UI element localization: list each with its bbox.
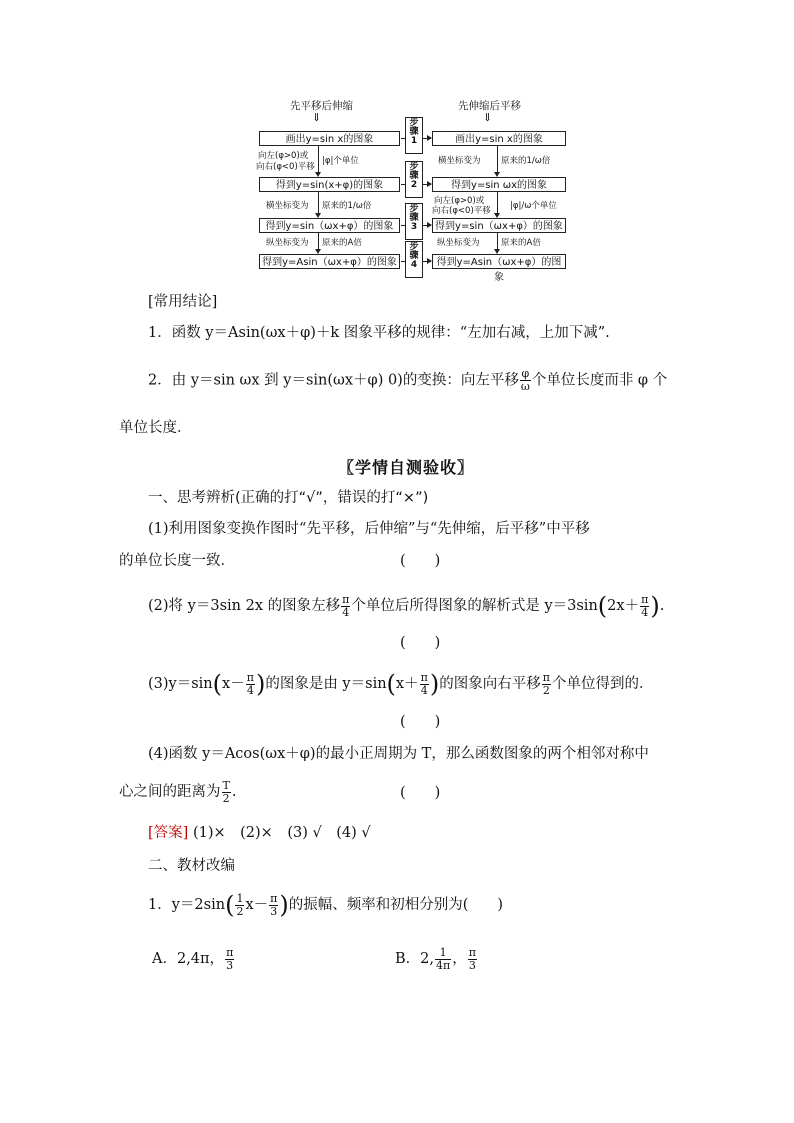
right-box-2: 得到y=sin ωx的图象 xyxy=(432,177,566,192)
left-down-arrow: ⇓ xyxy=(312,111,322,124)
left-box-1: 画出y=sin x的图象 xyxy=(259,131,400,146)
right-note-3: 纵坐标变为 xyxy=(437,238,480,248)
left-box-2: 得到y=sin(x+φ)的图象 xyxy=(259,177,400,192)
q1-line2: 的单位长度一致． xyxy=(119,553,235,569)
left-note-1a: 向左(φ>0)或 xyxy=(258,151,309,161)
left-note-2-side: 原来的1/ω倍 xyxy=(322,201,372,211)
right-note-1-side: 原来的1/ω倍 xyxy=(501,156,551,166)
right-heading: 先伸缩后平移 xyxy=(458,100,521,112)
step-1: 步 骤 1 xyxy=(405,117,423,154)
part1-heading: 一、思考辨析(正确的打“√”，错误的打“×”) xyxy=(148,490,429,506)
right-note-2b: 向右(φ<0)平移 xyxy=(432,206,491,216)
left-note-1b: 向右(φ<0)平移 xyxy=(256,162,315,172)
left-box-3: 得到y=sin（ωx+φ）的图象 xyxy=(259,218,400,233)
right-down-arrow: ⇓ xyxy=(483,111,493,124)
answer-text: (1)× (2)× (3) √ (4) √ xyxy=(192,825,371,841)
q1-line1: (1)利用图象变换作图时“先平移，后伸缩”与“先伸缩，后平移”中平移 xyxy=(148,521,590,537)
right-box-3: 得到y=sin（ωx+φ）的图象 xyxy=(432,218,566,233)
step-2: 步 骤 2 xyxy=(405,161,423,198)
q1-blank: ( ) xyxy=(400,553,441,569)
right-note-2-side: |φ|/ω个单位 xyxy=(510,201,557,211)
common-heading: [常用结论] xyxy=(148,294,218,310)
q3-blank: ( ) xyxy=(400,714,441,730)
right-box-1: 画出y=sin x的图象 xyxy=(432,131,566,146)
q3-line: (3)y＝sin(x－ $\frac{\pi}{4}$ )的图象是由 y＝sin(x＋ $\frac{\pi}{4}$ )的图象向右平移 $\frac{\pi}{2}$ 个单位得到的． xyxy=(148,670,654,698)
step-4: 步 骤 4 xyxy=(405,241,423,278)
left-note-2: 横坐标变为 xyxy=(266,201,309,211)
option-a[interactable]: A．2,4π， $\frac{\pi}{3}$ xyxy=(152,945,234,972)
option-b[interactable]: B．2, $\frac{1}{4\pi}$ ， $\frac{\pi}{3}$ xyxy=(395,945,476,972)
part2-heading: 二、教材改编 xyxy=(148,858,235,874)
answer-label: [答案] xyxy=(148,825,189,841)
right-note-1: 横坐标变为 xyxy=(438,156,481,166)
left-note-3-side: 原来的A倍 xyxy=(322,238,362,248)
right-note-2a: 向左(φ>0)或 xyxy=(434,196,485,206)
part2-q1: 1．y＝2sin( $\frac{1}{2}$ x－ $\frac{\pi}{3}$ )的振幅、频率和初相分别为( ) xyxy=(148,891,504,919)
common-item-1: 1．函数 y＝Asin(ωx＋φ)＋k 图象平移的规律：“左加右减，上加下减”. xyxy=(148,325,610,341)
section-title: 〖学情自测验收〗 xyxy=(338,458,475,477)
step-3: 步 骤 3 xyxy=(405,203,423,240)
answer-line xyxy=(148,823,371,843)
q2-blank: ( ) xyxy=(400,635,441,651)
q4-line2: 心之间的距离为 $\frac{T}{2}$ . xyxy=(119,778,237,805)
q4-line1: (4)函数 y＝Acos(ωx＋φ)的最小正周期为 T，那么函数图象的两个相邻对称中 xyxy=(148,746,649,762)
right-box-4: 得到y=Asin（ωx+φ）的图象 xyxy=(432,254,566,269)
left-box-4: 得到y=Asin（ωx+φ）的图象 xyxy=(259,254,400,269)
left-note-3: 纵坐标变为 xyxy=(266,238,309,248)
left-heading: 先平移后伸缩 xyxy=(290,100,353,112)
right-note-3-side: 原来的A倍 xyxy=(501,238,541,248)
common-item-2: 2．由 y＝sin ωx 到 y＝sin(ωx＋φ) 0)的变换：向左平移 $\frac{\varphi}{\omega}$ 个单位长度而非 φ 个 xyxy=(148,367,668,393)
q4-blank: ( ) xyxy=(400,785,441,801)
common-item-2-cont: 单位长度． xyxy=(119,420,192,436)
left-note-1-side: |φ|个单位 xyxy=(322,156,359,166)
q2-line: (2)将 y＝3sin 2x 的图象左移 $\frac{\pi}{4}$ 个单位后所得图象的解析式是 y＝3sin(2x＋ $\frac{\pi}{4}$ ). xyxy=(148,592,665,620)
